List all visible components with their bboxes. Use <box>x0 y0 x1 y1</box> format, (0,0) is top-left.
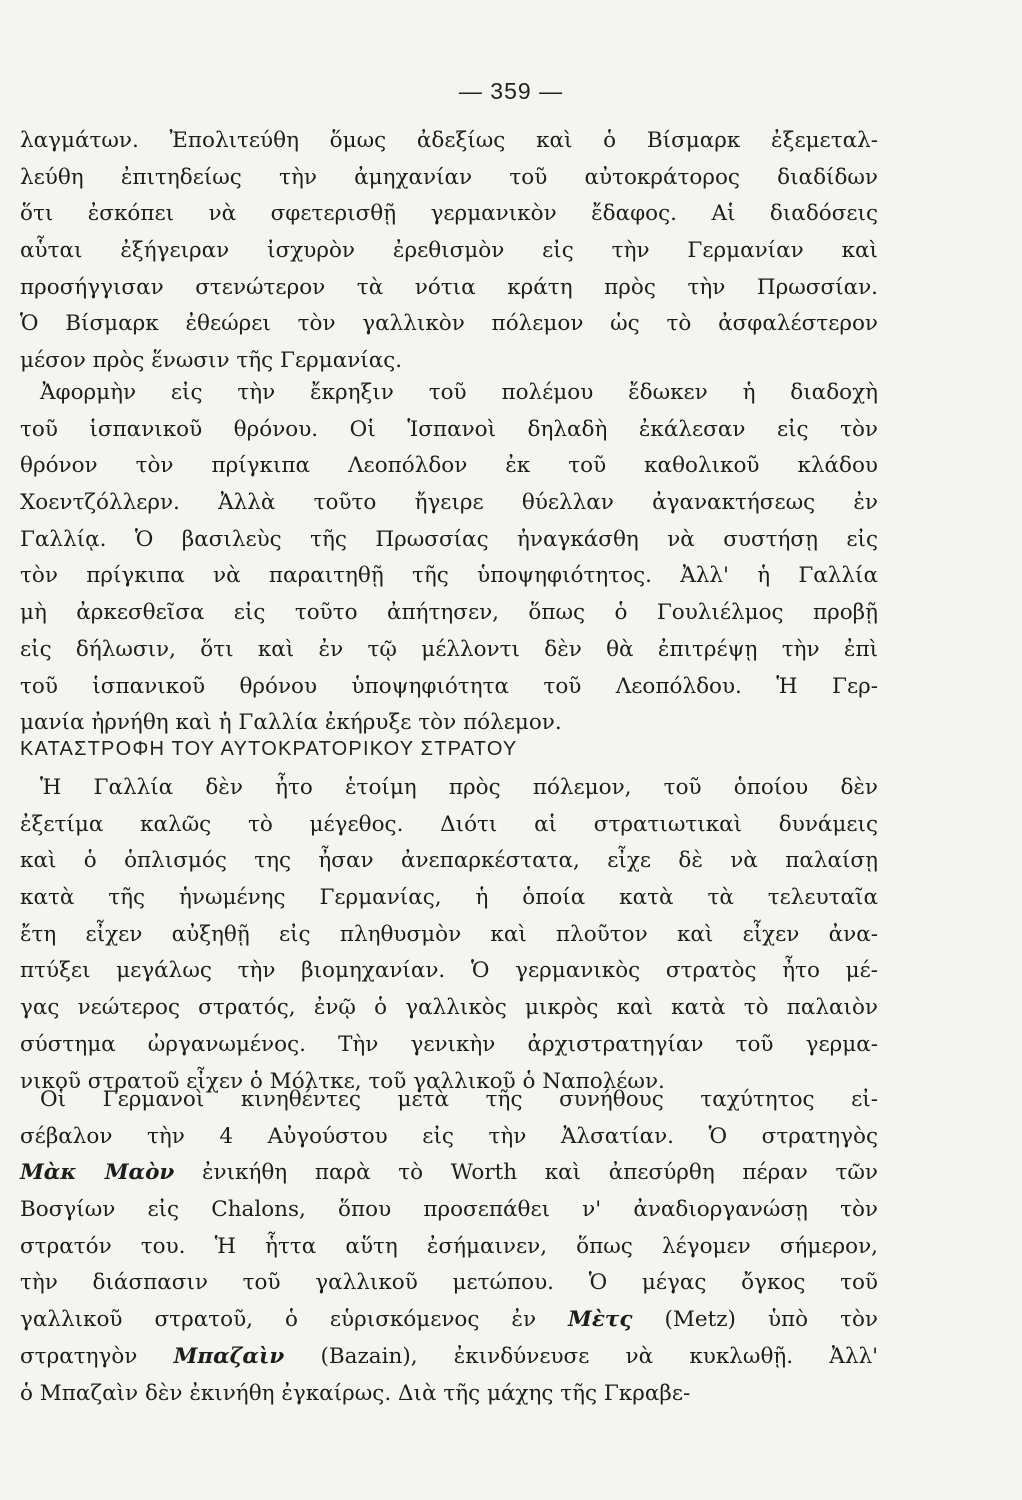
text-line: Ἀφορμὴν εἰς τὴν ἔκρηξιν τοῦ πολέμου ἔδωκεν ἡ διαδοχὴ <box>40 380 878 405</box>
text-line: σύστημα ὠργανωμένος. Τὴν γενικὴν ἀρχιστρατηγίαν τοῦ γερμα- <box>20 1031 878 1057</box>
text-line: πτύξει μεγάλως τὴν βιομηχανίαν. Ὁ γερμανικὸς στρατὸς ἦτο μέ- <box>20 958 878 984</box>
section-heading: ΚΑΤΑΣΤΡΟΦΗ ΤΟΥ ΑΥΤΟΚΡΑΤΟΡΙΚΟΥ ΣΤΡΑΤΟΥ <box>20 738 518 760</box>
text-line <box>20 1339 878 1376</box>
paragraph-4 <box>20 1082 878 1412</box>
text-fragment: (Bazain), ἐκινδύνευσε νὰ κυκλωθῇ. Ἀλλ' <box>284 1343 878 1369</box>
text-line: μὴ ἀρκεσθεῖσα εἰς τοῦτο ἀπήτησεν, ὅπως ὁ Γουλιέλμος προβῇ <box>20 600 878 626</box>
text-line <box>20 1155 878 1192</box>
text-line: Γαλλίᾳ. Ὁ βασιλεὺς τῆς Πρωσσίας ἠναγκάσθη νὰ συστήσῃ εἰς <box>20 526 878 552</box>
text-fragment: ἐνικήθη παρὰ τὸ Worth καὶ ἀπεσύρθη πέραν τῶν <box>174 1160 879 1186</box>
emphasized-name: Μὲτς <box>568 1307 633 1333</box>
text-line: τὸν πρίγκιπα νὰ παραιτηθῇ τῆς ὑποψηφιότητος. Ἀλλ' ἡ Γαλλία <box>20 563 878 589</box>
text-fragment: γαλλικοῦ στρατοῦ, ὁ εὑρισκόμενος ἐν <box>20 1307 569 1333</box>
text-line: Ἡ Γαλλία δὲν ἦτο ἑτοίμη πρὸς πόλεμον, τοῦ ὁποίου δὲν <box>40 775 878 800</box>
text-line: Χοεντζόλλερν. Ἀλλὰ τοῦτο ἤγειρε θύελλαν ἀγανακτήσεως ἐν <box>20 490 878 516</box>
text-fragment: στρατηγὸν <box>20 1343 174 1369</box>
text-line <box>20 1302 878 1339</box>
text-line: ὁ Μπαζαὶν δὲν ἐκινήθη ἐγκαίρως. Διὰ τῆς μάχης τῆς Γκραβε- <box>20 1380 691 1406</box>
text-line: ὅτι ἐσκόπει νὰ σφετερισθῇ γερμανικὸν ἔδαφος. Αἱ διαδόσεις <box>20 201 878 227</box>
page-number: — 359 — <box>458 78 564 104</box>
text-line: λεύθη ἐπιτηδείως τὴν ἀμηχανίαν τοῦ αὐτοκράτορος διαδίδων <box>20 164 878 190</box>
text-line: Οἱ Γερμανοὶ κινηθέντες μετὰ τῆς συνήθους ταχύτητος εἰ- <box>40 1087 878 1112</box>
text-line: κατὰ τῆς ἡνωμένης Γερμανίας, ἡ ὁποία κατὰ τὰ τελευταῖα <box>20 885 878 911</box>
text-line: στρατόν του. Ἡ ἧττα αὕτη ἐσήμαινεν, ὅπως λέγομεν σήμερον, <box>20 1233 878 1259</box>
paragraph-2 <box>20 375 878 742</box>
text-line: Ὁ Βίσμαρκ ἐθεώρει τὸν γαλλικὸν πόλεμον ὡς τὸ ἀσφαλέστερον <box>20 311 878 337</box>
text-line: καὶ ὁ ὁπλισμός της ἦσαν ἀνεπαρκέστατα, εἶχε δὲ νὰ παλαίσῃ <box>20 848 878 874</box>
text-line: Βοσγίων εἰς Chalons, ὅπου προσεπάθει ν' ἀναδιοργανώσῃ τὸν <box>20 1197 878 1223</box>
text-line: τοῦ ἱσπανικοῦ θρόνου. Οἱ Ἱσπανοὶ δηλαδὴ ἐκάλεσαν εἰς τὸν <box>20 416 878 442</box>
text-line: μέσον πρὸς ἕνωσιν τῆς Γερμανίας. <box>20 348 403 374</box>
text-line: τοῦ ἱσπανικοῦ θρόνου ὑποψηφιότητα τοῦ Λεοπόλδου. Ἡ Γερ- <box>20 673 878 699</box>
text-line: μανία ἠρνήθη καὶ ἡ Γαλλία ἐκήρυξε τὸν πόλεμον. <box>20 710 562 736</box>
text-line: λαγμάτων. Ἐπολιτεύθη ὅμως ἀδεξίως καὶ ὁ Βίσμαρκ ἐξεμεταλ- <box>20 128 878 153</box>
text-line: θρόνον τὸν πρίγκιπα Λεοπόλδον ἐκ τοῦ καθολικοῦ κλάδου <box>20 453 878 479</box>
text-line: γας νεώτερος στρατός, ἐνῷ ὁ γαλλικὸς μικρὸς καὶ κατὰ τὸ παλαιὸν <box>20 995 878 1021</box>
text-line: σέβαλον τὴν 4 Αὐγούστου εἰς τὴν Ἀλσατίαν. Ὁ στρατηγὸς <box>20 1123 878 1149</box>
text-line: ἐξετίμα καλῶς τὸ μέγεθος. Διότι αἱ στρατιωτικαὶ δυνάμεις <box>20 811 878 837</box>
emphasized-name: Μὰκ Μαὸν <box>20 1160 175 1186</box>
text-fragment: (Metz) ὑπὸ τὸν <box>632 1307 878 1333</box>
paragraph-1 <box>20 123 878 380</box>
emphasized-name: Μπαζαὶν <box>173 1343 285 1369</box>
text-line: τὴν διάσπασιν τοῦ γαλλικοῦ μετώπου. Ὁ μέγας ὄγκος τοῦ <box>20 1270 878 1296</box>
text-line: αὗται ἐξήγειραν ἰσχυρὸν ἐρεθισμὸν εἰς τὴν Γερμανίαν καὶ <box>20 238 878 264</box>
text-line: εἰς δήλωσιν, ὅτι καὶ ἐν τῷ μέλλοντι δὲν θὰ ἐπιτρέψῃ τὴν ἐπὶ <box>20 636 878 662</box>
paragraph-3 <box>20 770 878 1100</box>
text-line: προσήγγισαν στενώτερον τὰ νότια κράτη πρὸς τὴν Πρωσσίαν. <box>20 274 878 300</box>
text-line: ἔτη εἶχεν αὐξηθῇ εἰς πληθυσμὸν καὶ πλοῦτον καὶ εἶχεν ἀνα- <box>20 921 878 947</box>
text-line: νικοῦ στρατοῦ εἶχεν ὁ Μόλτκε, τοῦ γαλλικοῦ ὁ Ναπολέων. <box>20 1068 665 1094</box>
